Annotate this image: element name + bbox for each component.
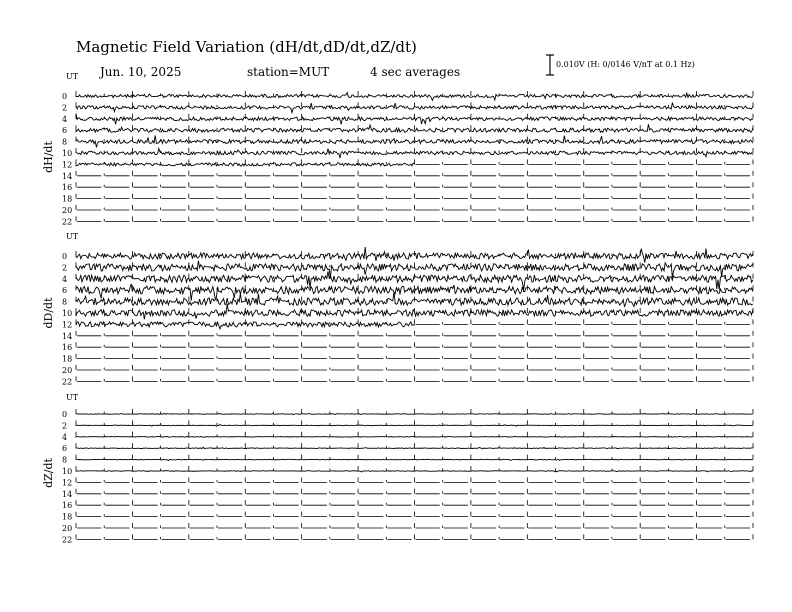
hour-label: 0 bbox=[62, 252, 68, 261]
hour-label: 22 bbox=[62, 217, 73, 227]
hour-label: 16 bbox=[62, 183, 73, 193]
panel-ylabel: dZ/dt bbox=[42, 458, 55, 488]
hour-label: 18 bbox=[62, 512, 73, 522]
date-label: Jun. 10, 2025 bbox=[100, 65, 182, 79]
hour-label: 4 bbox=[62, 432, 68, 442]
hour-label: 0 bbox=[62, 92, 68, 101]
panel-ylabel: dH/dt bbox=[42, 141, 55, 173]
hour-label: 20 bbox=[62, 524, 73, 533]
trace-line bbox=[76, 163, 414, 166]
hour-label: 22 bbox=[62, 377, 73, 387]
hour-label: 0 bbox=[62, 410, 68, 419]
hour-label: 6 bbox=[62, 126, 68, 136]
hour-label: 18 bbox=[62, 194, 73, 204]
hour-label: 2 bbox=[62, 263, 68, 273]
hour-label: 20 bbox=[62, 206, 73, 215]
ut-label: UT bbox=[66, 232, 79, 241]
station-label: station=MUT bbox=[247, 65, 330, 79]
panel-ylabel: dD/dt bbox=[42, 297, 55, 329]
averaging-label: 4 sec averages bbox=[370, 65, 461, 79]
hour-label: 8 bbox=[62, 455, 68, 465]
hour-label: 2 bbox=[62, 421, 68, 431]
trace-line bbox=[76, 304, 753, 319]
hour-label: 10 bbox=[62, 309, 73, 318]
hour-label: 22 bbox=[62, 535, 73, 545]
hour-label: 8 bbox=[62, 137, 68, 147]
trace-line bbox=[76, 459, 753, 460]
chart-title: Magnetic Field Variation (dH/dt,dD/dt,dZ/dt) bbox=[76, 38, 417, 56]
hour-label: 6 bbox=[62, 444, 68, 454]
hour-label: 18 bbox=[62, 354, 73, 364]
hour-label: 4 bbox=[62, 274, 68, 284]
hour-label: 14 bbox=[62, 171, 73, 181]
ut-label: UT bbox=[66, 393, 79, 402]
hour-label: 12 bbox=[62, 478, 73, 488]
hour-label: 16 bbox=[62, 343, 73, 353]
hour-label: 20 bbox=[62, 366, 73, 375]
hour-label: 14 bbox=[62, 331, 73, 341]
hour-label: 10 bbox=[62, 149, 73, 158]
hour-label: 14 bbox=[62, 489, 73, 499]
scale-text: 0.010V (H: 0/0146 V/nT at 0.1 Hz) bbox=[556, 60, 695, 69]
hour-label: 4 bbox=[62, 114, 68, 124]
hour-label: 8 bbox=[62, 297, 68, 307]
hour-label: 6 bbox=[62, 286, 68, 296]
hour-label: 12 bbox=[62, 160, 73, 170]
hour-label: 16 bbox=[62, 501, 73, 511]
hour-label: 2 bbox=[62, 103, 68, 113]
hour-label: 12 bbox=[62, 320, 73, 330]
ut-label: UT bbox=[66, 72, 79, 81]
trace-line bbox=[76, 437, 753, 438]
hour-label: 10 bbox=[62, 467, 73, 476]
